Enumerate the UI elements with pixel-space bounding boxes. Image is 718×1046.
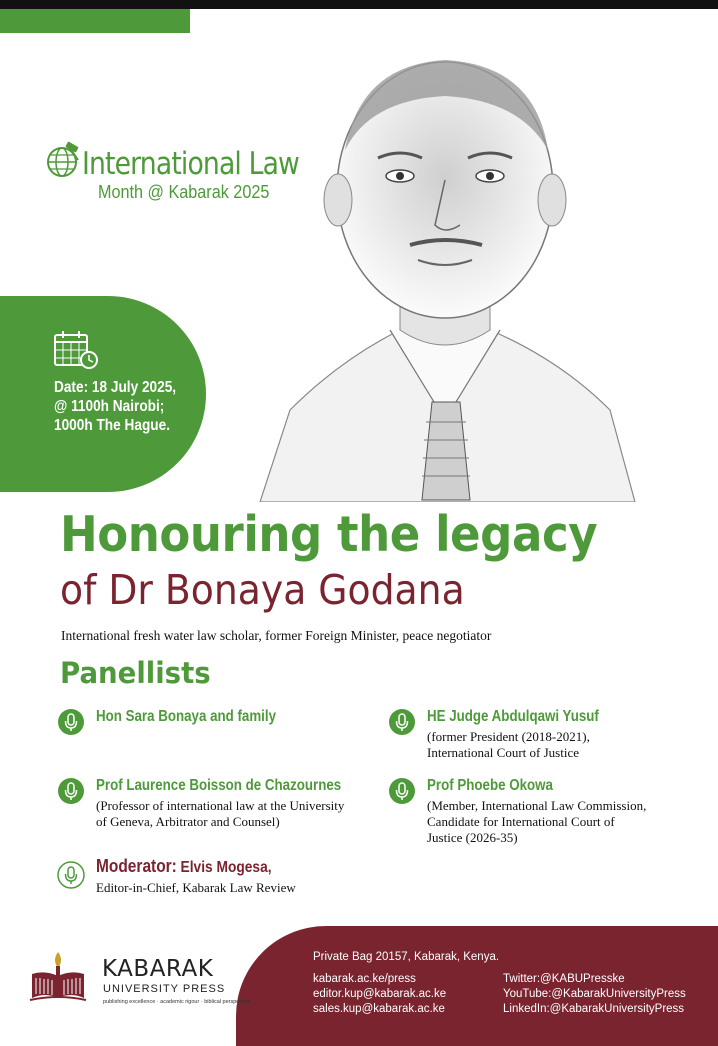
panellist-desc: (Member, International Law Commission, Candidate for International Court of Justice (2026-35)	[427, 798, 647, 845]
brand-subtitle: Month @ Kabarak 2025	[98, 182, 270, 202]
event-date: Date: 18 July 2025, @ 1100h Nairobi; 1000h The Hague.	[54, 379, 177, 434]
moderator-label: Moderator:	[96, 856, 177, 876]
panellist-desc: (former President (2018-2021), International Court of Justice	[427, 729, 590, 760]
footer-twitter[interactable]: Twitter:@KABUPresske	[503, 973, 625, 985]
footer-youtube[interactable]: YouTube:@KabarakUniversityPress	[503, 988, 686, 1000]
footer-linkedin[interactable]: LinkedIn:@KabarakUniversityPress	[503, 1003, 685, 1015]
moderator-role: Editor-in-Chief, Kabarak Law Review	[96, 880, 296, 895]
microphone-icon	[388, 708, 416, 736]
panellist-1	[57, 708, 377, 738]
open-book-torch-logo	[28, 948, 88, 1004]
footer-contacts	[313, 972, 446, 1017]
panellist-name: Prof Phoebe Okowa	[427, 777, 553, 794]
logo-tagline: publishing excellence · academic rigour · biblical perspective	[103, 999, 251, 1005]
top-green-strip	[0, 9, 190, 33]
microphone-icon	[57, 708, 85, 736]
microphone-icon	[57, 777, 85, 805]
footer-address: Private Bag 20157, Kabarak, Kenya.	[313, 951, 500, 963]
footer-social	[503, 972, 686, 1017]
microphone-icon	[388, 777, 416, 805]
tagline: International fresh water law scholar, former Foreign Minister, peace negotiator	[61, 628, 492, 643]
moderator-line	[96, 856, 272, 877]
footer-web[interactable]: kabarak.ac.ke/press	[313, 973, 416, 985]
panellist-name: Hon Sara Bonaya and family	[96, 708, 277, 725]
panellist-desc: (Professor of international law at the University of Geneva, Arbitrator and Counsel)	[96, 798, 345, 829]
brand-title: International Law	[82, 146, 300, 182]
panellist-3	[57, 777, 377, 827]
footer-email-editor[interactable]: editor.kup@kabarak.ac.ke	[313, 988, 447, 1000]
moderator	[57, 856, 377, 899]
footer-email-sales[interactable]: sales.kup@kabarak.ac.ke	[313, 1003, 445, 1015]
subheadline: of Dr Bonaya Godana	[60, 566, 465, 614]
panellist-name: HE Judge Abdulqawi Yusuf	[427, 708, 599, 725]
logo-name: KABARAK	[102, 956, 214, 982]
panellist-4	[388, 777, 688, 847]
panellist-2	[388, 708, 688, 768]
headline: Honouring the legacy	[60, 506, 598, 563]
panellists-heading: Panellists	[60, 656, 211, 690]
globe-gavel-icon	[44, 140, 84, 184]
calendar-clock-icon	[53, 330, 99, 370]
top-black-bar	[0, 0, 718, 9]
microphone-icon	[57, 861, 85, 889]
moderator-name: Elvis Mogesa,	[180, 859, 272, 876]
portrait-sketch	[250, 30, 640, 502]
panellist-name: Prof Laurence Boisson de Chazournes	[96, 777, 342, 794]
logo-subtitle: UNIVERSITY PRESS	[103, 983, 226, 995]
